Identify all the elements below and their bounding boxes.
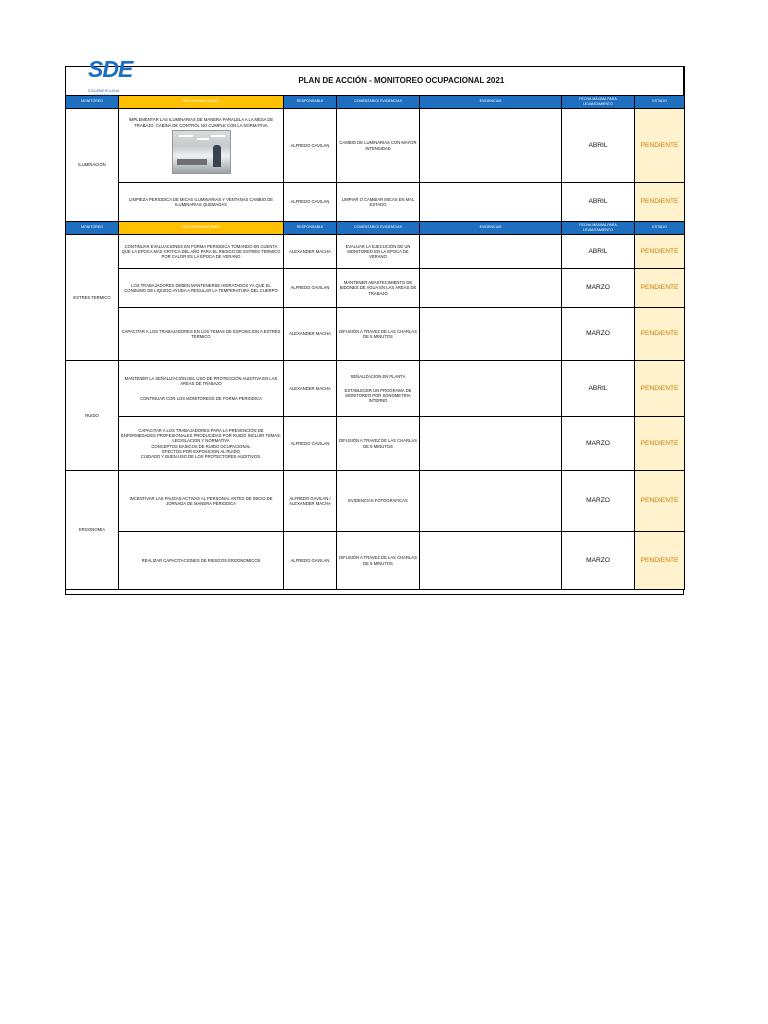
evidencias-cell	[420, 417, 562, 471]
table-row	[66, 417, 685, 471]
fecha-cell: MARZO	[562, 308, 635, 361]
evidencias-cell	[420, 109, 562, 183]
table-row	[66, 532, 685, 590]
comentario-cell: CAMBIO DE LUMINARIAS CON MAYOR INTENSIDAD	[337, 109, 420, 183]
table-row	[66, 471, 685, 532]
logo-mark: SDE	[88, 56, 133, 82]
recommendation-cell	[119, 361, 284, 417]
estado-cell: PENDIENTE	[635, 308, 685, 361]
header-evidencias: EVIDENCIAS	[420, 222, 562, 235]
recommendation-cell	[119, 109, 284, 183]
estado-cell: PENDIENTE	[635, 532, 685, 590]
estado-cell: PENDIENTE	[635, 235, 685, 269]
header-row	[66, 222, 685, 235]
recommendation-cell	[119, 417, 284, 471]
recommendation-cell: LOS TRABAJADORES DEBEN MANTENERSE HIDRATADOS YA QUE EL CONSUMO DE LIQUIDO AYUDA A REGULAR LA TEMPERATURA DEL CUERPO	[119, 269, 284, 308]
recommendation-text: CONTINUAR CON LOS MONITOREOS DE FORMA PERIODICA	[140, 396, 262, 402]
recommendation-text: LEGISLACION Y NORMATIVA	[172, 438, 230, 444]
evidencias-cell	[420, 308, 562, 361]
header-monitoreo: MONITOREO	[66, 96, 119, 109]
fecha-cell: MARZO	[562, 532, 635, 590]
responsable-cell: ALFREDO GAVILAN / ALEXANDER MACHA	[284, 471, 337, 532]
evidencias-cell	[420, 471, 562, 532]
monitoreo-ruido: RUIDO	[66, 361, 119, 471]
company-logo	[68, 56, 133, 99]
responsable-cell: ALFREDO GAVILAN	[284, 269, 337, 308]
comentario-cell: LIMPIAR O CAMBIAR MICAS EN MAL ESTADO	[337, 183, 420, 222]
table-row	[66, 269, 685, 308]
responsable-cell: ALFREDO GAVILAN	[284, 109, 337, 183]
header-estado: ESTADO	[635, 96, 685, 109]
evidencias-cell	[420, 235, 562, 269]
comentario-cell	[337, 361, 420, 417]
recommendation-cell: CAPACITAR A LOS TRABAJADORES EN LOS TEMAS DE EXPOSICION A ESTRÉS TERMICO	[119, 308, 284, 361]
monitoreo-iluminacion: ILUMINACIÓN	[66, 109, 119, 222]
header-estado: ESTADO	[635, 222, 685, 235]
header-comentario: COMENTARIO/ EVIDENCIAS	[337, 96, 420, 109]
fecha-cell: MARZO	[562, 471, 635, 532]
logo-subtext: SUDAMERICANA DE FIBRAS	[88, 89, 120, 99]
header-fecha: FECHA MÁXIMA PARA LEVANTAMIENTO	[562, 222, 635, 235]
header-comentario: COMENTARIO/ EVIDENCIAS	[337, 222, 420, 235]
comentario-text: SEÑALIZACION EN PLANTA	[350, 373, 406, 379]
fecha-cell: ABRIL	[562, 361, 635, 417]
recommendation-text: CONCEPTOS BASICOS DE RUIDO OCUPACIONAL	[151, 443, 251, 449]
recommendation-text: EFECTOS POR EXPOSICION AL RUIDO	[162, 448, 240, 454]
monitoreo-ergonomia: ERGONOMIA	[66, 471, 119, 590]
responsable-cell: ALFREDO GAVILAN	[284, 417, 337, 471]
fecha-cell: MARZO	[562, 417, 635, 471]
recommendation-cell: LIMPIEZA PERIODICA DE MICAS ILUMINARIAS Y VENTANAS CAMBIO DE ILUMINARIAS QUEMADAS	[119, 183, 284, 222]
table-row	[66, 361, 685, 417]
recommendation-text: CAPACITAR A LOS TRABAJADORES PARA LA PREVENCIÓN DE ENFERMEDADES PROFESIONALES PRODUCIDAS POR RUIDO INCLUIR TEMAS:	[121, 427, 282, 439]
table-row	[66, 308, 685, 361]
evidencias-cell	[420, 532, 562, 590]
header-evidencias: EVIDENCIAS	[420, 96, 562, 109]
logo-cell	[66, 56, 133, 99]
responsable-cell: ALEXANDER MACHA	[284, 361, 337, 417]
recommendation-text: MANTENER LA SEÑALIZACIÓN DEL USO DE PROTECCIÓN AUDITIVA EN LAS AREAS DE TRABAJO	[124, 375, 278, 386]
evidence-photo	[172, 130, 231, 174]
header-responsable: RESPONSABLE	[284, 96, 337, 109]
responsable-cell: ALFREDO GAVILAN	[284, 532, 337, 590]
comentario-cell: DIFUSIÓN A TRAVEZ DE LAS CHARLAS DE 5 MINUTOS	[337, 532, 420, 590]
estado-cell: PENDIENTE	[635, 361, 685, 417]
comentario-text: ESTABLECER UN PROGRAMA DE MONITOREO POR SONOMETRIA INTERNO	[344, 387, 412, 404]
comentario-cell: MANTENER ABASTECIMIENTO DE BIDONES DE AGUA EN LAS AREAS DE TRABAJO	[337, 269, 420, 308]
estado-cell: PENDIENTE	[635, 471, 685, 532]
monitoreo-estres-termico: ESTRES TERMICO	[66, 235, 119, 361]
estado-cell: PENDIENTE	[635, 269, 685, 308]
fecha-cell: MARZO	[562, 269, 635, 308]
document-title: PLAN DE ACCIÓN - MONITOREO OCUPACIONAL 2021	[119, 67, 685, 96]
responsable-cell: ALFREDO GAVILAN	[284, 183, 337, 222]
comentario-cell: DIFUSIÓN A TRAVEZ DE LAS CHARLAS DE 5 MINUTOS	[337, 417, 420, 471]
estado-cell: PENDIENTE	[635, 183, 685, 222]
responsable-cell: ALEXANDER MACHA	[284, 235, 337, 269]
table-row	[66, 235, 685, 269]
recommendation-cell: CONTINUAR EVALUACIONES EN FORMA PERIODICA TOMANDO EN CUENTA QUE LA EPOCA MAS CRITICA DEL AÑO PARA EL RIESGO DE ESTRÉS TERMICO POR CALOR ES LA EPOCA DE VERANO	[119, 235, 284, 269]
recommendation-text: CUIDADO Y BUEN USO DE LOS PROTECTORES AUDITIVOS.	[140, 453, 262, 459]
fecha-cell: ABRIL	[562, 109, 635, 183]
header-monitoreo: MONITOREO	[66, 222, 119, 235]
responsable-cell: ALEXANDER MACHA	[284, 308, 337, 361]
fecha-cell: ABRIL	[562, 183, 635, 222]
comentario-cell: EVALUAR LA EJECUCIÓN DE UN MONITOREO EN LA EPOCA DE VERANO	[337, 235, 420, 269]
evidencias-cell	[420, 361, 562, 417]
table-row	[66, 183, 685, 222]
comentario-cell: EVIDENCIAS FOTOGRAFICAS	[337, 471, 420, 532]
estado-cell: PENDIENTE	[635, 109, 685, 183]
header-fecha: FECHA MÁXIMA PARA LEVANTAMIENTO	[562, 96, 635, 109]
recommendation-cell: REALIZAR CAPACITACIONES DE RIESGOS ERGONOMICOS	[119, 532, 284, 590]
estado-cell: PENDIENTE	[635, 417, 685, 471]
header-responsable: RESPONSABLE	[284, 222, 337, 235]
recommendation-cell: INCENTIVAR LAS PAUSAS ACTIVAS AL PERSONAL ANTES DE INICIO DE JORNADA DE MANERA PERIODICA	[119, 471, 284, 532]
comentario-cell: DIFUSIÓN A TRAVEZ DE LAS CHARLAS DE 5 MINUTOS	[337, 308, 420, 361]
header-row	[66, 96, 685, 109]
evidencias-cell	[420, 269, 562, 308]
fecha-cell: ABRIL	[562, 235, 635, 269]
plan-table-top	[65, 56, 685, 590]
header-recomendaciones: RECOMENDACIONES	[119, 222, 284, 235]
recommendation-text: IMPLEMENTAR LAS ILUMINARIAS DE MANERA PARALELA A LA MESA DE TRABAJO, CABINA DE CONTROL NO CUMPLE CON LA NORMATIVA	[128, 117, 274, 128]
header-recomendaciones: RECOMENDACIONES	[119, 96, 284, 109]
evidencias-cell	[420, 183, 562, 222]
table-row	[66, 109, 685, 183]
